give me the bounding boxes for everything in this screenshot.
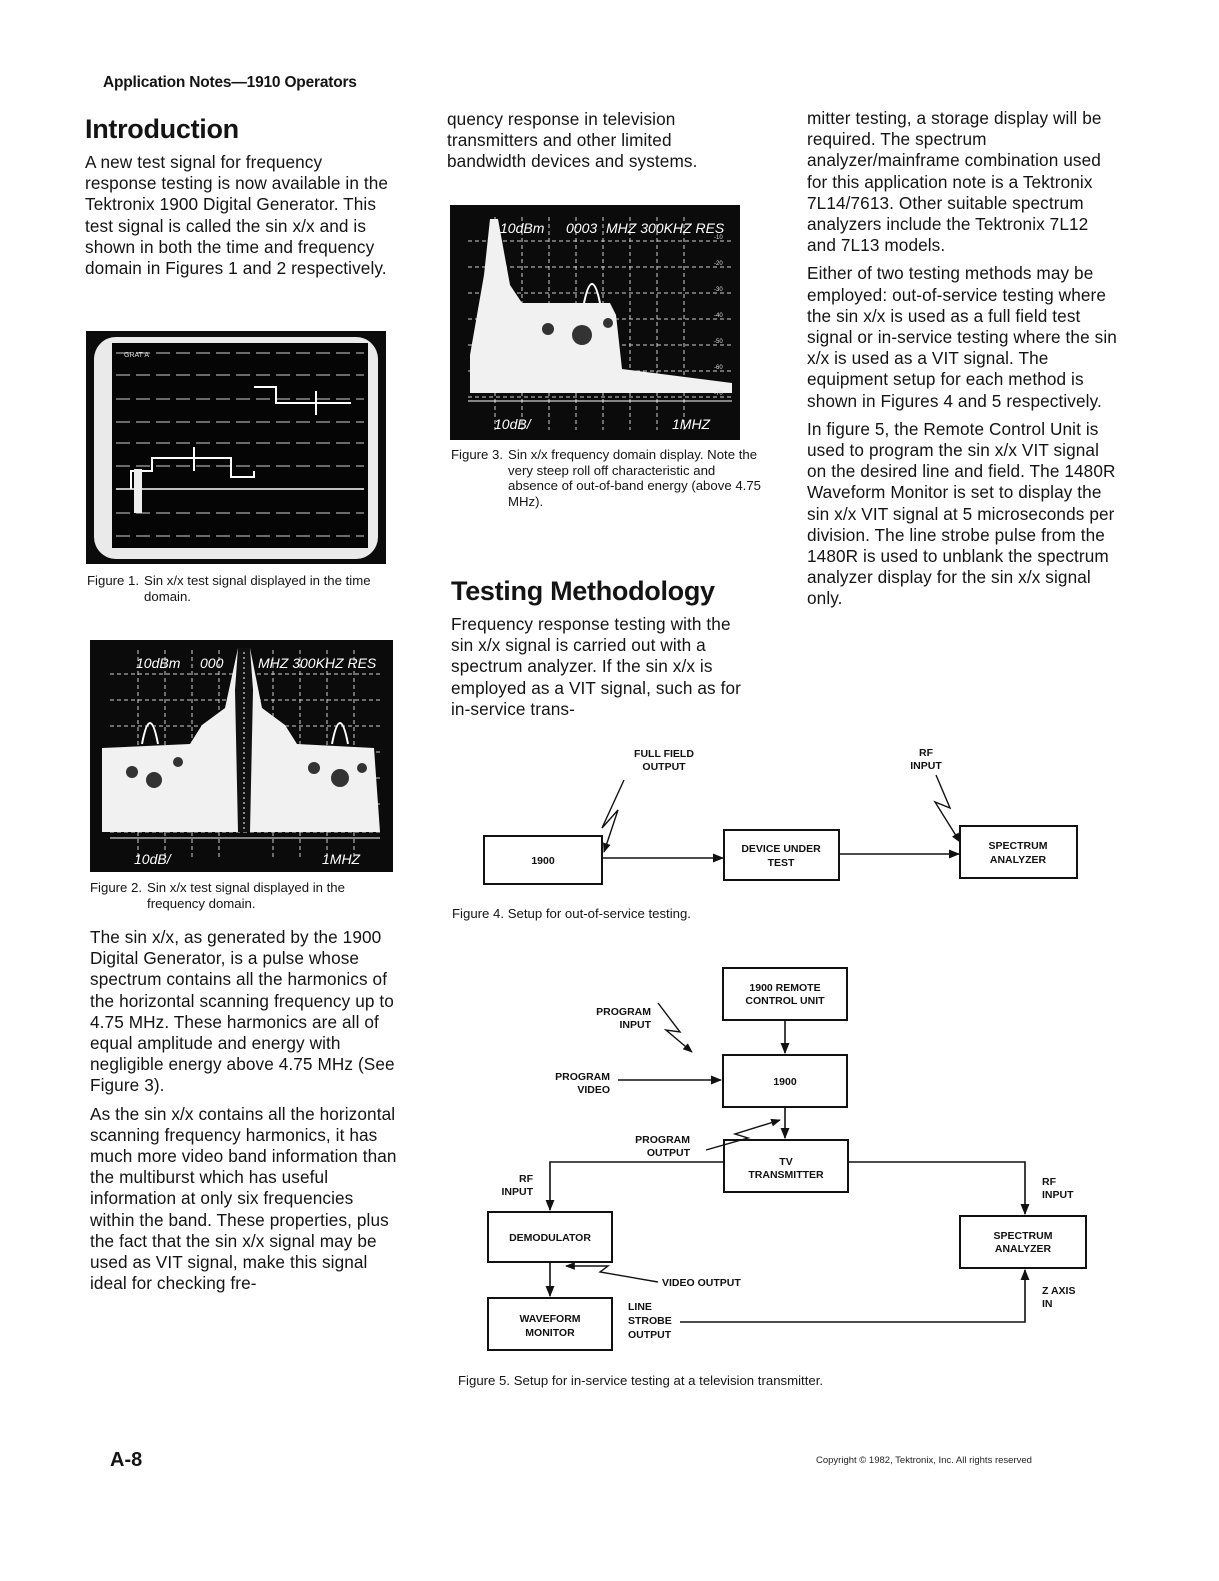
figure-2-spectrum — [90, 640, 393, 872]
figure-2-caption-text: Sin x/x test signal displayed in the frequency domain. — [147, 880, 345, 911]
z-axis-label-line1: Z AXIS — [1042, 1285, 1076, 1297]
db-tick: -50 — [714, 339, 723, 345]
block-spectrum-analyzer — [960, 826, 1077, 878]
testing-methodology-paragraph: Frequency response testing with the sin x/x signal is carried out with a spectrum analyzer. If the sin x/x is employed as a VIT signal, such as for in-service trans- — [451, 614, 741, 719]
vert-scale-readout: 10dB/ — [494, 416, 531, 432]
line-strobe-label-line2: STROBE — [628, 1315, 672, 1327]
rf-input-label-line2: INPUT — [910, 760, 942, 772]
paragraph: As the sin x/x contains all the horizontal scanning frequency harmonics, it has much more video band information than the multiburst which has useful information at only six frequencies within the band. These properties, plus the fact that the sin x/x signal may be used as VIT signal, make this signal ideal for checking fre- — [90, 1103, 397, 1294]
running-head: Application Notes—1910 Operators — [103, 74, 357, 91]
analyzer-label-line1: SPECTRUM — [988, 840, 1048, 852]
db-tick: -60 — [714, 365, 723, 371]
figure-5-caption-text: Setup for in-service testing at a television transmitter. — [513, 1373, 824, 1388]
demodulator-label: DEMODULATOR — [509, 1232, 591, 1244]
paragraph: The sin x/x, as generated by the 1900 Digital Generator, is a pulse whose spectrum contains all the harmonics of the horizontal scanning frequency up to 4.75 MHz. These harmonics are all of equal amplitude and energy with negligible energy above 4.75 MHz (See Figure 3). — [90, 927, 395, 1096]
db-tick: -20 — [714, 261, 723, 267]
paragraph: mitter testing, a storage display will be required. The spectrum analyzer/mainframe combination used for this application note is a Tektronix 7L14/7613. Other suitable spectrum analyzers include the Tektronix 7L12 and 7L13 models. — [807, 108, 1102, 256]
section-heading-introduction: Introduction — [85, 114, 239, 144]
center-freq-readout: 0003 — [566, 220, 598, 236]
ref-level-readout: 10dBm — [136, 655, 181, 671]
figure-3-screen — [450, 205, 740, 440]
figure-3-caption — [451, 447, 761, 509]
figure-1-waveform — [86, 331, 386, 564]
figure-5-diagram — [480, 960, 1100, 1360]
copyright-notice: Copyright © 1982, Tektronix, Inc. All rights reserved — [816, 1455, 1032, 1466]
figure-3-number: Figure 3. — [451, 447, 504, 462]
rf-input-left-label-line2: INPUT — [501, 1186, 533, 1198]
program-input-label-line2: INPUT — [619, 1019, 651, 1031]
rf-input-left-label-line1: RF — [519, 1173, 533, 1185]
graticule-label: GRAT A — [124, 352, 150, 359]
figure-2-screen — [90, 640, 393, 872]
block-1900-label: 1900 — [531, 855, 555, 867]
freq-res-readout: MHZ 300KHZ RES — [606, 220, 725, 236]
figure-3-caption-text: Sin x/x frequency domain display. Note the very steep roll off characteristic and absence of out-of-band energy (above 4.75 MHz). — [508, 447, 761, 509]
analyzer-label-line1: SPECTRUM — [993, 1230, 1053, 1242]
freq-res-readout: MHZ 300KHZ RES — [258, 655, 377, 671]
paragraph: In figure 5, the Remote Control Unit is used to program the sin x/x VIT signal on the desired line and field. The 1480R Waveform Monitor is set to display the sin x/x VIT signal at 5 microseconds per division. The line strobe pulse from the 1480R is used to unblank the spectrum analyzer display for the sin x/x signal only. — [807, 418, 1116, 609]
rf-input-right-label-line1: RF — [1042, 1176, 1056, 1188]
center-freq-readout: 000 — [200, 655, 224, 671]
program-output-label-line2: OUTPUT — [646, 1147, 690, 1159]
paragraph: Either of two testing methods may be employed: out-of-service testing where the sin x/x is used as a full field test signal or in-service testing where the sin x/x is used as a VIT signal. The equipment setup for each method is shown in Figures 4 and 5 respectively. — [807, 263, 1117, 411]
figure-2-caption — [90, 880, 400, 911]
dut-label-line2: TEST — [767, 857, 795, 869]
waveform-label-line1: WAVEFORM — [519, 1313, 581, 1325]
figure-2-number: Figure 2. — [90, 880, 143, 895]
program-output-label-line1: PROGRAM — [635, 1134, 690, 1146]
section-heading-testing-methodology: Testing Methodology — [451, 576, 715, 606]
figure-1-number: Figure 1. — [87, 573, 140, 588]
figure-5-number: Figure 5. — [458, 1373, 511, 1388]
z-axis-label-line2: IN — [1042, 1298, 1053, 1310]
video-output-label: VIDEO OUTPUT — [662, 1277, 741, 1289]
db-tick: -70 — [714, 391, 723, 397]
figure-4-caption — [452, 906, 952, 922]
horiz-scale-readout: 1MHZ — [672, 416, 711, 432]
analyzer-label-line2: ANALYZER — [994, 1243, 1052, 1255]
ref-level-readout: 10dBm — [500, 220, 545, 236]
column-1-body — [90, 927, 400, 1301]
block-remote-control-unit — [723, 968, 847, 1020]
figure-4-number: Figure 4. — [452, 906, 505, 921]
transmitter-label-line1: TV — [779, 1156, 793, 1168]
full-field-label-line2: OUTPUT — [642, 761, 686, 773]
db-tick: -10 — [714, 235, 723, 241]
page-number: A-8 — [110, 1449, 143, 1471]
block-spectrum-analyzer — [960, 1216, 1086, 1268]
figure-4-caption-text: Setup for out-of-service testing. — [507, 906, 691, 921]
figure-1-caption-text: Sin x/x test signal displayed in the time domain. — [144, 573, 371, 604]
vert-scale-readout: 10dB/ — [134, 851, 171, 867]
block-1900-label: 1900 — [773, 1076, 797, 1088]
figure-1-caption — [87, 573, 397, 604]
figure-3-spectrum — [450, 205, 740, 440]
figure-5-caption — [458, 1373, 1058, 1389]
remote-label-line2: CONTROL UNIT — [745, 995, 825, 1007]
figure-4-diagram — [450, 740, 1110, 890]
figure-1-screen — [86, 331, 386, 564]
program-video-label-line1: PROGRAM — [555, 1071, 610, 1083]
rf-input-right-label-line2: INPUT — [1042, 1189, 1074, 1201]
dut-label-line1: DEVICE UNDER — [741, 843, 821, 855]
transmitter-label-line2: TRANSMITTER — [748, 1169, 824, 1181]
db-tick: -40 — [714, 313, 723, 319]
full-field-label-line1: FULL FIELD — [634, 748, 694, 760]
rf-input-label-line1: RF — [919, 747, 933, 759]
program-video-label-line2: VIDEO — [577, 1084, 610, 1096]
remote-label-line1: 1900 REMOTE — [749, 982, 821, 994]
intro-paragraph: A new test signal for frequency response testing is now available in the Tektronix 1900 Digital Generator. This test signal is called the sin x/x and is shown in both the time and frequency domain in Figures 1 and 2 respectively. — [85, 152, 389, 279]
program-input-label-line1: PROGRAM — [596, 1006, 651, 1018]
block-device-under-test — [724, 830, 839, 880]
line-strobe-label-line1: LINE — [628, 1301, 652, 1313]
db-tick: -30 — [714, 287, 723, 293]
line-strobe-label-line3: OUTPUT — [628, 1329, 672, 1341]
analyzer-label-line2: ANALYZER — [989, 854, 1047, 866]
horiz-scale-readout: 1MHZ — [322, 851, 361, 867]
column-2-continuation: quency response in television transmitters and other limited bandwidth devices and systems. — [447, 109, 698, 172]
column-3-body — [807, 108, 1117, 617]
waveform-label-line2: MONITOR — [525, 1327, 575, 1339]
